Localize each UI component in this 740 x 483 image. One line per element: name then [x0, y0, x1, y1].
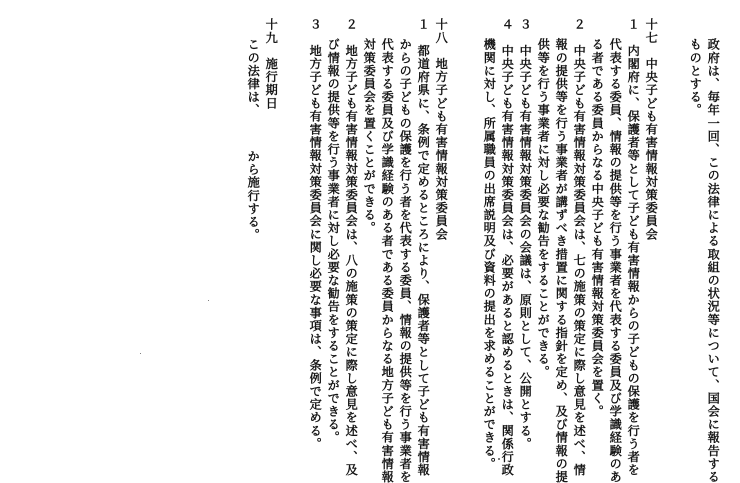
scan-speck — [140, 353, 141, 354]
section-heading-17: 十七 中央子ども有害情報対策委員会 — [644, 18, 659, 241]
scan-speck — [208, 300, 209, 301]
text-line-8: 報の提供等を行う事業者が講ずべき措置に関する指針を定め、及び情報の提 — [554, 38, 569, 483]
text-line-16: 代表する委員及び学識経験のある者である委員からなる地方子ども有害情報 — [380, 38, 395, 483]
text-line-17: 対策委員会を置くことができる。 — [362, 38, 377, 235]
text-line-7: ２ 中央子ども有害情報対策委員会は、七の施策の策定に際し意見を述べ、情 — [572, 18, 587, 477]
text-line-15: からの子どもの保護を行う者を代表する委員、情報の提供等を行う事業者を — [398, 38, 413, 483]
text-line-10: ３ 中央子ども有害情報対策委員会の会議は、原則として、公開とする。 — [518, 18, 533, 451]
text-line-6: る者である委員からなる中央子ども有害情報対策委員会を置く。 — [590, 38, 605, 418]
text-line-4: １ 内閣府に、保護者等として子ども有害情報からの子どもの保護を行う者を — [626, 18, 641, 477]
text-line-2: ものとする。 — [688, 38, 703, 117]
text-line-5: 代表する委員、情報の提供等を行う事業者を代表する委員及び学識経験のあ — [608, 38, 623, 483]
text-line-11: ４ 中央子ども有害情報対策委員会は、必要があると認めるときは、関係行政 — [500, 18, 515, 477]
text-line-20: ３ 地方子ども有害情報対策委員会に関し必要な事項は、条例で定める。 — [308, 18, 323, 451]
text-line-19: び情報の提供等を行う事業者に対し必要な勧告をすることができる。 — [326, 38, 341, 445]
text-line-1: 政府は、毎年一回、この法律による取組の状況等について、国会に報告する — [706, 38, 721, 483]
text-line-9: 供等を行う事業者に対し必要な勧告をすることができる。 — [536, 38, 551, 379]
text-line-22: この法律は、 から施行する。 — [246, 38, 261, 242]
text-line-18: ２ 地方子ども有害情報対策委員会は、八の施策の策定に際し意見を述べ、及 — [344, 18, 359, 477]
text-line-12: 機関に対し、所属職員の出席説明及び資料の提出を求めることができる。 — [482, 38, 497, 471]
section-heading-18: 十八 地方子ども有害情報対策委員会 — [434, 18, 449, 241]
section-heading-19: 十九 施行期日 — [264, 18, 279, 110]
text-line-14: １ 都道府県に、条例で定めるところにより、保護者等として子ども有害情報 — [416, 18, 431, 477]
scan-speck — [498, 458, 500, 460]
